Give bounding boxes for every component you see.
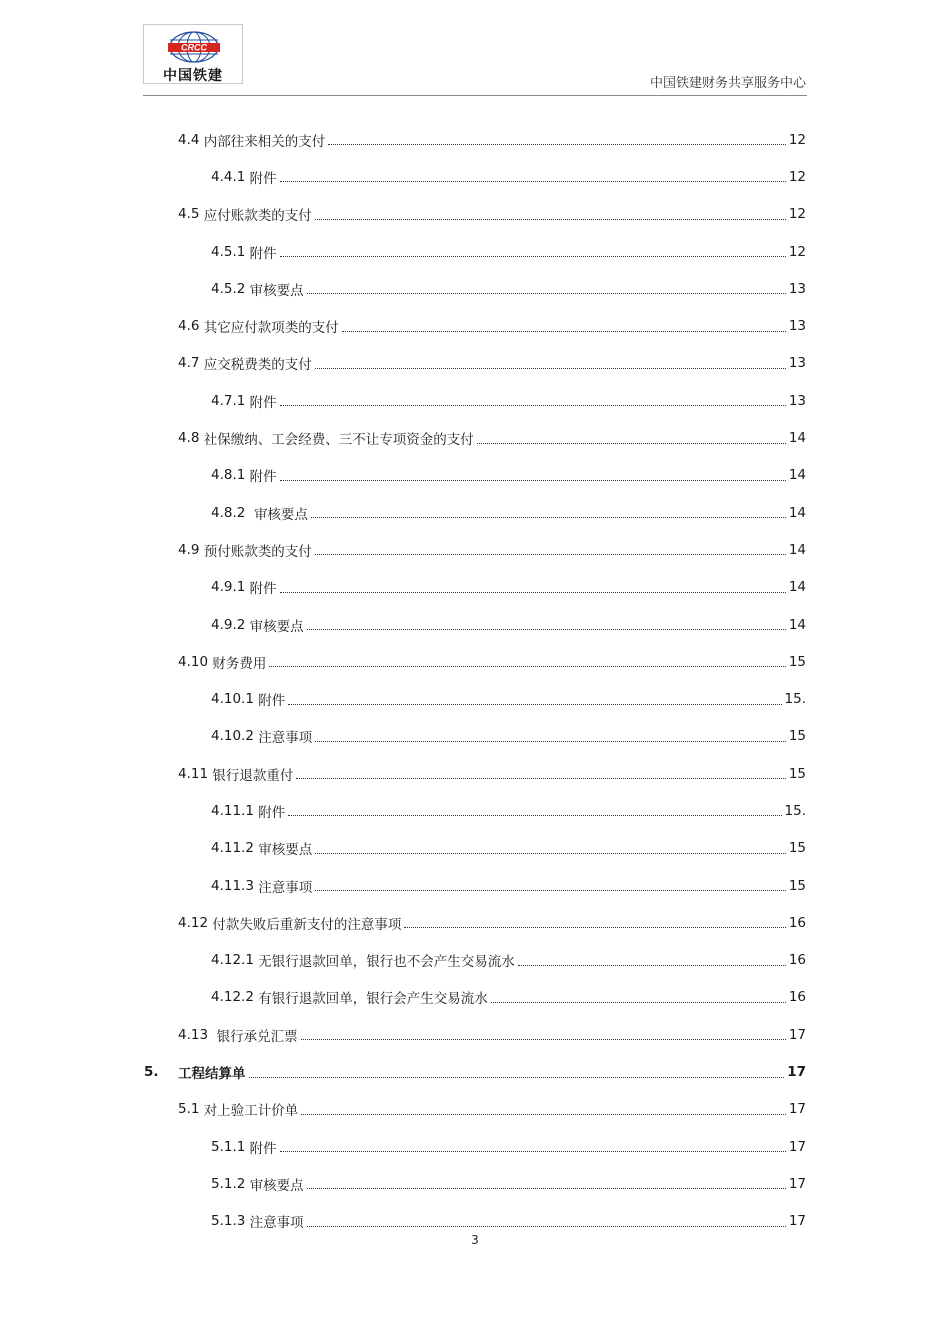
toc-entry-number: 4.12 (178, 914, 213, 931)
toc-entry-page: 17 (788, 1026, 806, 1043)
toc-entry-number: 4.6 (178, 318, 204, 335)
toc-entry[interactable] (0, 158, 950, 195)
toc-entry-page: 15 (788, 877, 806, 894)
toc-entry-title: 审核要点 (258, 842, 313, 859)
toc-entry-number: 4.9.2 (211, 616, 250, 633)
toc-entry-page: 16 (788, 952, 806, 969)
toc-dot-leader (311, 517, 786, 518)
toc-entry-page: 17 (787, 1064, 806, 1081)
toc-entry-page: 12 (788, 206, 806, 223)
toc-dot-leader (288, 815, 781, 816)
toc-entry-number: 4.12.1 (211, 952, 259, 969)
toc-entry-page: 14 (788, 504, 806, 521)
toc-entry[interactable] (0, 792, 950, 829)
toc-entry-page: 12 (788, 131, 806, 148)
toc-entry-page: 14 (788, 541, 806, 558)
toc-entry-title: 付款失败后重新支付的注意事项 (212, 916, 402, 933)
toc-entry[interactable] (0, 270, 950, 307)
toc-entry-number: 4.5.2 (211, 280, 250, 297)
toc-entry[interactable] (0, 1128, 950, 1165)
toc-entry-number: 4.9 (178, 541, 204, 558)
toc-entry-title: 注意事项 (258, 730, 313, 747)
toc-dot-leader (301, 1039, 786, 1040)
toc-dot-leader (328, 144, 786, 145)
toc-dot-leader (477, 443, 786, 444)
toc-entry-number: 4.12.2 (211, 989, 259, 1006)
company-logo (143, 24, 243, 84)
toc-entry-number: 4.8 (178, 430, 204, 447)
toc-entry-page: 13 (788, 392, 806, 409)
toc-entry-page: 16 (788, 989, 806, 1006)
toc-entry-number: 4.11 (178, 765, 213, 782)
toc-entry[interactable] (0, 569, 950, 606)
toc-entry[interactable] (0, 345, 950, 382)
toc-dot-leader (307, 293, 786, 294)
toc-entry[interactable] (0, 643, 950, 680)
toc-entry-number: 4.11.3 (211, 877, 259, 894)
toc-entry-page: 14 (788, 430, 806, 447)
toc-dot-leader (315, 368, 786, 369)
toc-dot-leader (288, 704, 781, 705)
toc-dot-leader (280, 1151, 786, 1152)
toc-dot-leader (280, 256, 786, 257)
toc-entry-page: 12 (788, 243, 806, 260)
toc-entry-title: 审核要点 (249, 1177, 304, 1194)
toc-dot-leader (307, 1226, 786, 1227)
toc-entry[interactable] (0, 1016, 950, 1053)
toc-entry-number: 4.4 (178, 131, 204, 148)
toc-entry-title: 其它应付款项类的支付 (203, 320, 339, 337)
logo-text: 中国铁建 (163, 68, 223, 84)
toc-entry-number: 4.9.1 (211, 579, 250, 596)
toc-entry-title: 注意事项 (258, 879, 313, 896)
toc-entry[interactable] (0, 1091, 950, 1128)
toc-entry-title: 审核要点 (249, 618, 304, 635)
toc-entry-title: 社保缴纳、工会经费、三不让专项资金的支付 (203, 432, 474, 449)
toc-entry[interactable] (0, 121, 950, 158)
toc-entry[interactable] (0, 1165, 950, 1202)
toc-entry-number: 4.7 (178, 355, 204, 372)
toc-entry-number: 4.10.2 (211, 728, 259, 745)
toc-entry-number: 5.1.1 (211, 1138, 250, 1155)
toc-entry-page: 17 (788, 1138, 806, 1155)
toc-entry-page: 12 (788, 168, 806, 185)
toc-entry-number: 4.13 (178, 1026, 217, 1043)
page-number: 3 (471, 1233, 479, 1247)
toc-entry-number: 4.11.1 (211, 802, 259, 819)
toc-entry[interactable] (0, 606, 950, 643)
toc-dot-leader (280, 181, 786, 182)
toc-entry-number: 5.1 (178, 1101, 204, 1118)
toc-entry-number: 4.5.1 (211, 243, 250, 260)
toc-entry[interactable] (0, 196, 950, 233)
toc-dot-leader (315, 741, 786, 742)
toc-dot-leader (342, 331, 786, 332)
toc-entry[interactable] (0, 307, 950, 344)
toc-entry[interactable] (0, 680, 950, 717)
toc-entry-title: 应交税费类的支付 (203, 357, 312, 374)
toc-dot-leader (307, 629, 786, 630)
toc-entry-number: 4.10 (178, 653, 213, 670)
toc-entry-page: 15 (788, 840, 806, 857)
toc-entry-title: 附件 (258, 804, 286, 821)
toc-entry-title: 附件 (249, 394, 277, 411)
toc-dot-leader (315, 219, 786, 220)
header-title: 中国铁建财务共享服务中心 (649, 76, 806, 91)
toc-entry-title: 审核要点 (249, 282, 304, 299)
toc-entry-number: 4.4.1 (211, 168, 250, 185)
toc-entry-title: 银行退款重付 (212, 767, 294, 784)
toc-entry-title: 附件 (249, 1140, 277, 1157)
toc-entry-page: 15 (788, 765, 806, 782)
toc-entry-title: 财务费用 (212, 655, 267, 672)
toc-entry-number: 5.1.3 (211, 1213, 250, 1230)
toc-entry-page: 13 (788, 318, 806, 335)
toc-entry-number: 4.8.2 (211, 504, 254, 521)
toc-dot-leader (301, 1114, 786, 1115)
toc-entry[interactable] (0, 979, 950, 1016)
toc-dot-leader (280, 592, 786, 593)
toc-entry-page: 17 (788, 1101, 806, 1118)
logo-emblem-text: CRCC (181, 42, 207, 53)
toc-dot-leader (315, 853, 786, 854)
toc-dot-leader (296, 778, 785, 779)
toc-entry[interactable] (0, 457, 950, 494)
toc-dot-leader (269, 666, 785, 667)
toc-entry-page: 13 (788, 355, 806, 372)
toc-entry[interactable] (0, 494, 950, 531)
crcc-emblem-icon (158, 29, 230, 65)
toc-entry-page: 15 (788, 728, 806, 745)
toc-entry-page: 15 (788, 653, 806, 670)
toc-entry-title: 银行承兑汇票 (216, 1028, 298, 1045)
toc-dot-leader (315, 890, 786, 891)
toc-entry[interactable] (0, 531, 950, 568)
toc-entry-title: 注意事项 (249, 1215, 304, 1232)
toc-entry[interactable] (0, 233, 950, 270)
toc-entry-title: 有银行退款回单，银行会产生交易流水 (258, 991, 488, 1008)
toc-entry-number: 4.7.1 (211, 392, 250, 409)
toc-dot-leader (280, 405, 786, 406)
toc-entry-number: 4.11.2 (211, 840, 259, 857)
toc-entry-number: 4.10.1 (211, 691, 259, 708)
toc-entry-number: 5.1.2 (211, 1175, 250, 1192)
toc-entry-page: 14 (788, 467, 806, 484)
toc-dot-leader (404, 927, 785, 928)
toc-entry[interactable] (0, 718, 950, 755)
toc-entry-page: 15. (784, 802, 806, 819)
toc-entry-number: 4.5 (178, 206, 204, 223)
toc-entry-title: 附件 (249, 245, 277, 262)
header-divider (143, 95, 807, 96)
toc-dot-leader (249, 1077, 785, 1078)
toc-entry-page: 14 (788, 616, 806, 633)
toc-entry[interactable] (0, 867, 950, 904)
toc-entry-page: 16 (788, 914, 806, 931)
toc-dot-leader (315, 554, 786, 555)
toc-dot-leader (307, 1188, 786, 1189)
toc-entry[interactable] (0, 942, 950, 979)
toc-entry-page: 17 (788, 1213, 806, 1230)
toc-entry-page: 17 (788, 1175, 806, 1192)
toc-entry-title: 无银行退款回单，银行也不会产生交易流水 (258, 954, 515, 971)
toc-entry-title: 工程结算单 (178, 1066, 246, 1083)
toc-dot-leader (280, 480, 786, 481)
toc-entry[interactable] (0, 419, 950, 456)
toc-entry-title: 附件 (249, 581, 277, 598)
toc-entry[interactable] (0, 755, 950, 792)
toc-entry[interactable] (0, 382, 950, 419)
toc-entry-page: 15. (784, 691, 806, 708)
toc-entry-title: 审核要点 (253, 506, 308, 523)
toc-entry-title: 附件 (258, 693, 286, 710)
toc-entry-title: 内部往来相关的支付 (203, 133, 326, 150)
toc-entry-title: 应付账款类的支付 (203, 208, 312, 225)
toc-entry-page: 13 (788, 280, 806, 297)
toc-entry-title: 预付账款类的支付 (203, 543, 312, 560)
toc-entry-number: 4.8.1 (211, 467, 250, 484)
toc-entry[interactable] (0, 830, 950, 867)
toc-entry-title: 附件 (249, 170, 277, 187)
toc-entry-title: 附件 (249, 469, 277, 486)
toc-entry-number: 5. (144, 1064, 159, 1081)
toc-dot-leader (491, 1002, 786, 1003)
toc-dot-leader (518, 965, 786, 966)
toc-entry[interactable] (0, 1053, 950, 1090)
toc-entry-page: 14 (788, 579, 806, 596)
toc-entry[interactable] (0, 904, 950, 941)
table-of-contents (0, 121, 950, 1240)
toc-entry-title: 对上验工计价单 (203, 1103, 299, 1120)
